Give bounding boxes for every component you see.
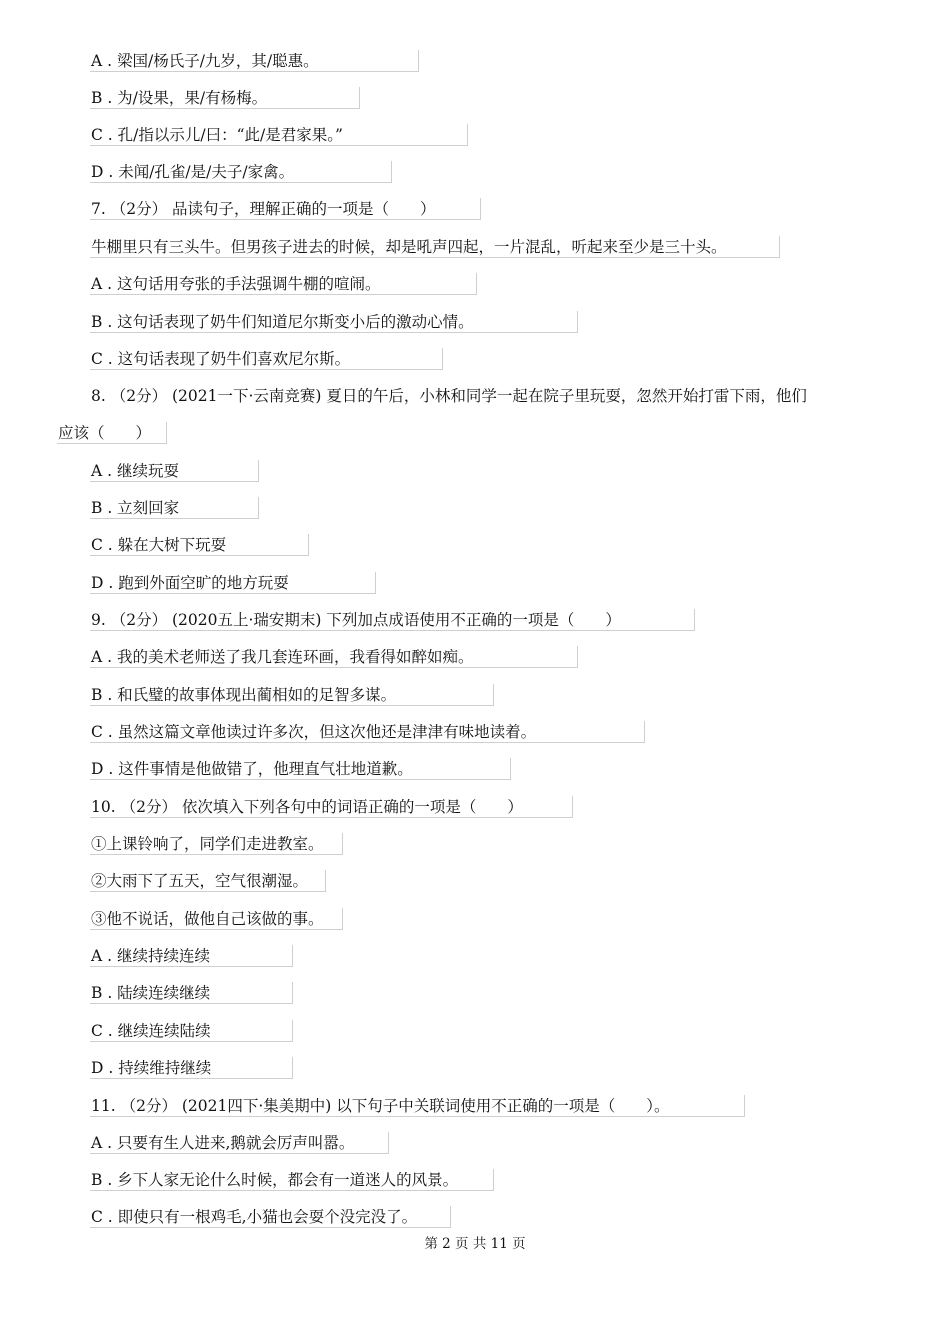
q8-option-a: A . 继续玩耍 [90,460,259,482]
q10-sentence-2: ②大雨下了五天，空气很潮湿。 [90,870,326,892]
q10-option-d: D . 持续维持继续 [90,1057,293,1079]
q7-option-b: B . 这句话表现了奶牛们知道尼尔斯变小后的激动心情。 [90,311,578,333]
q6-option-d: D . 未闻/孔雀/是/夫子/家禽。 [90,161,392,183]
page-number-footer: 第 2 页 共 11 页 [424,1236,526,1252]
q10-option-c: C . 继续连续陆续 [90,1020,293,1042]
q8-option-b: B . 立刻回家 [90,497,259,519]
q7-option-c: C . 这句话表现了奶牛们喜欢尼尔斯。 [90,348,443,370]
q11-stem: 11. （2分） (2021四下·集美期中) 以下句子中关联词使用不正确的一项是（ ）。 [90,1095,745,1117]
q10-option-a: A . 继续持续连续 [90,945,293,967]
q10-sentence-1: ①上课铃响了，同学们走进教室。 [90,833,343,855]
q10-sentence-3: ③他不说话，做他自己该做的事。 [90,908,343,930]
q11-option-c: C . 即使只有一根鸡毛,小猫也会耍个没完没了。 [90,1206,451,1228]
q11-option-b: B . 乡下人家无论什么时候，都会有一道迷人的风景。 [90,1169,494,1191]
q9-option-d: D . 这件事情是他做错了，他理直气壮地道歉。 [90,758,511,780]
q7-passage: 牛棚里只有三头牛。但男孩子进去的时候，却是吼声四起，一片混乱，听起来至少是三十头。 [90,236,780,258]
q11-option-a: A . 只要有生人进来,鹅就会厉声叫嚣。 [90,1132,389,1154]
q9-stem: 9. （2分） (2020五上·瑞安期末) 下列加点成语使用不正确的一项是（ ） [90,609,695,631]
q7-option-a: A . 这句话用夸张的手法强调牛棚的喧闹。 [90,273,477,295]
q6-option-b: B . 为/设果，果/有杨梅。 [90,87,360,109]
q6-option-a: A . 梁国/杨氏子/九岁，其/聪惠。 [90,50,419,72]
q9-option-a: A . 我的美术老师送了我几套连环画，我看得如醉如痴。 [90,646,578,668]
q10-stem: 10. （2分） 依次填入下列各句中的词语正确的一项是（ ） [90,796,573,818]
q10-option-b: B . 陆续连续继续 [90,982,293,1004]
q8-option-d: D . 跑到外面空旷的地方玩耍 [90,572,376,594]
q7-stem: 7. （2分） 品读句子，理解正确的一项是（ ） [90,198,481,220]
q9-option-b: B . 和氏璧的故事体现出蔺相如的足智多谋。 [90,684,494,706]
q8-stem-line1: 8. （2分） (2021一下·云南竞赛) 夏日的午后，小林和同学一起在院子里玩耍，忽然开始打雷下雨，他们 [91,387,807,405]
q8-option-c: C . 躲在大树下玩耍 [90,534,309,556]
q8-stem-line2: 应该（ ） [57,422,167,444]
q9-option-c: C . 虽然这篇文章他读过许多次，但这次他还是津津有味地读着。 [90,721,645,743]
q6-option-c: C . 孔/指以示儿/曰：“此/是君家果。” [90,124,468,146]
